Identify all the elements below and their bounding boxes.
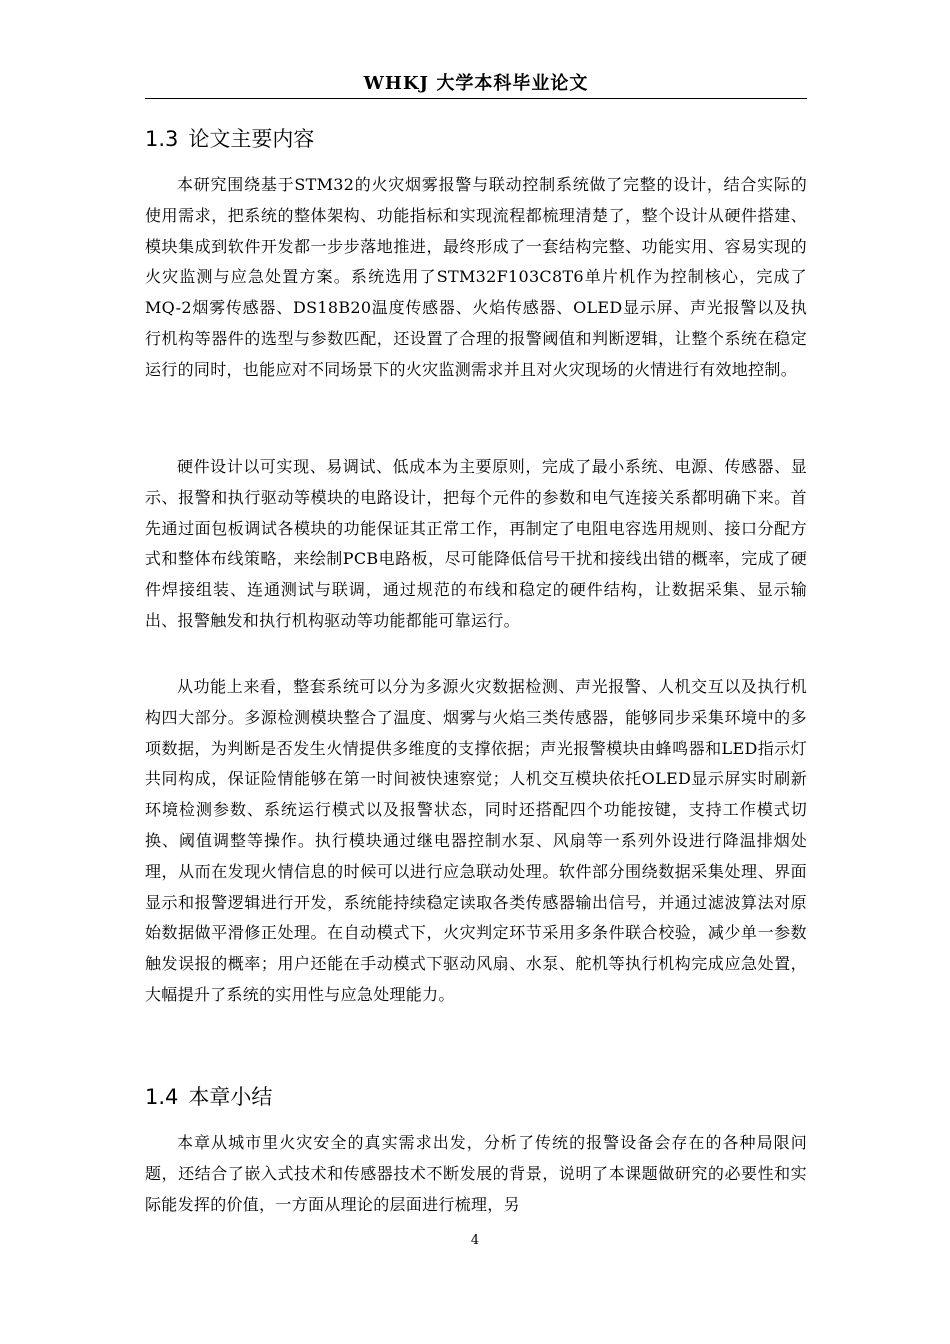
section-number: 1.4 (145, 1085, 179, 1109)
paragraph-summary: 本章从城市里火灾安全的真实需求出发，分析了传统的报警设备会存在的各种局限问题，还结合了嵌入式技术和传感器技术不断发展的背景，说明了本课题做研究的必要性和实际能发挥的价值，一方面从理论的层面进行梳理，另 (145, 1133, 807, 1214)
section-number: 1.3 (145, 127, 179, 151)
running-header: WHKJ 大学本科毕业论文 (363, 73, 589, 94)
section-heading-1-3 (145, 124, 807, 154)
section-title: 本章小结 (188, 1085, 273, 1109)
paragraph-overview: 本研究围绕基于STM32的火灾烟雾报警与联动控制系统做了完整的设计，结合实际的使用需求，把系统的整体架构、功能指标和实现流程都梳理清楚了，整个设计从硬件搭建、模块集成到软件开发都一步步落地推进，最终形成了一套结构完整、功能实用、容易实现的火灾监测与应急处置方案。系统选用了STM32F103C8T6单片机作为控制核心，完成了MQ-2烟雾传感器、DS18B20温度传感器、火焰传感器、OLED显示屏、声光报警以及执行机构等器件的选型与参数匹配，还设置了合理的报警阈值和判断逻辑，让整个系统在稳定运行的同时，也能应对不同场景下的火灾监测需求并且对火灾现场的火情进行有效地控制。 (145, 175, 807, 379)
section-heading-1-4 (145, 1082, 807, 1112)
paragraph-functions: 从功能上来看，整套系统可以分为多源火灾数据检测、声光报警、人机交互以及执行机构四大部分。多源检测模块整合了温度、烟雾与火焰三类传感器，能够同步采集环境中的多项数据，为判断是否发生火情提供多维度的支撑依据；声光报警模块由蜂鸣器和LED指示灯共同构成，保证险情能够在第一时间被快速察觉；人机交互模块依托OLED显示屏实时刷新环境检测参数、系统运行模式以及报警状态，同时还搭配四个功能按键，支持工作模式切换、阈值调整等操作。执行模块通过继电器控制水泵、风扇等一系列外设进行降温排烟处理，从而在发现火情信息的时候可以进行应急联动处理。软件部分围绕数据采集处理、界面显示和报警逻辑进行开发，系统能持续稳定读取各类传感器输出信号，并通过滤波算法对原始数据做平滑修正处理。在自动模式下，火灾判定环节采用多条件联合校验，减少单一参数触发误报的概率；用户还能在手动模式下驱动风扇、水泵、舵机等执行机构完成应急处置，大幅提升了系统的实用性与应急处理能力。 (145, 677, 807, 1004)
page-number: 4 (470, 1233, 480, 1248)
section-title: 论文主要内容 (188, 127, 315, 151)
header-divider (145, 98, 807, 99)
paragraph-hardware: 硬件设计以可实现、易调试、低成本为主要原则，完成了最小系统、电源、传感器、显示、报警和执行驱动等模块的电路设计，把每个元件的参数和电气连接关系都明确下来。首先通过面包板调试各模块的功能保证其正常工作，再制定了电阻电容选用规则、接口分配方式和整体布线策略，来绘制PCB电路板，尽可能降低信号干扰和接线出错的概率，完成了硬件焊接组装、连通测试与联调，通过规范的布线和稳定的硬件结构，让数据采集、显示输出、报警触发和执行机构驱动等功能都能可靠运行。 (145, 457, 807, 630)
